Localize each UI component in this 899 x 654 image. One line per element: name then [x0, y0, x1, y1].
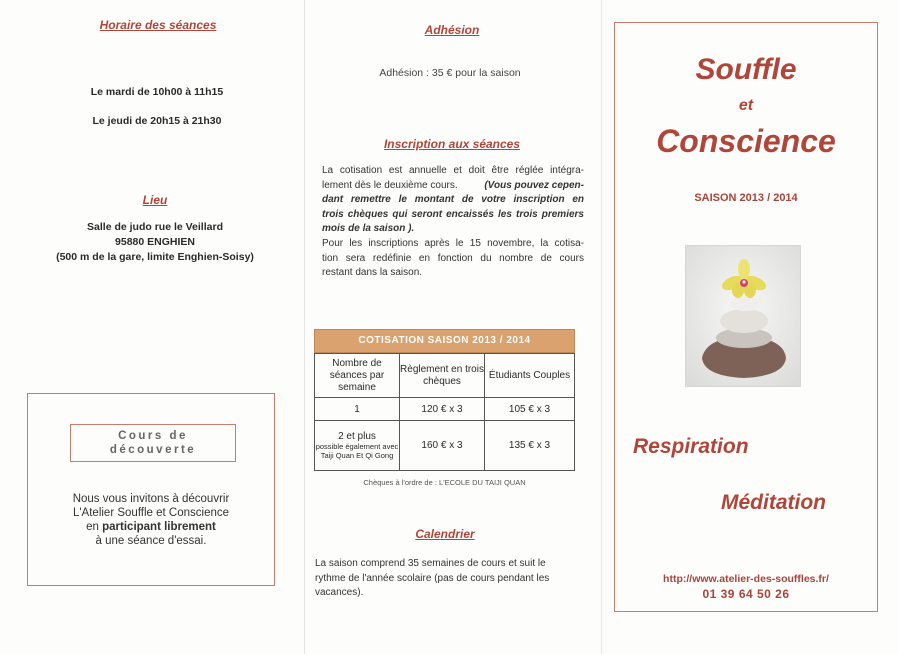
lieu-line-1: Salle de judo rue le Veillard: [87, 221, 223, 233]
inscription-bold-line-3: mois de la saison ).: [322, 223, 415, 235]
table-row1-seances: 1: [315, 398, 400, 421]
cotisation-title: COTISATION SAISON 2013 / 2014: [314, 329, 575, 353]
website-link[interactable]: http://www.atelier-des-souffles.fr/: [663, 573, 829, 585]
zen-stones-illustration: [686, 246, 800, 386]
inscription-p2-line-3: restant dans la saison.: [322, 267, 423, 279]
zen-stones-image: [685, 245, 801, 387]
title-conscience: Conscience: [656, 123, 836, 159]
phone-number: 01 39 64 50 26: [702, 587, 790, 601]
title-et: et: [738, 97, 754, 114]
respiration-label: Respiration: [633, 435, 749, 458]
table-header-seances: Nombre de séances par semaine: [315, 354, 400, 398]
cours-decouverte-title-box: [70, 424, 236, 462]
lieu-line-2: 95880 ENGHIEN: [115, 236, 195, 248]
adhesion-heading: Adhésion: [424, 23, 480, 37]
invite-line-4: à une séance d'essai.: [95, 535, 207, 547]
adhesion-text: Adhésion : 35 € pour la saison: [379, 67, 521, 79]
cover-frame: [614, 22, 878, 612]
inscription-line-2: lement dès le deuxième cours. (Vous pouvez cepen-: [322, 179, 584, 191]
inscription-p2-line-2: tion sera redéfinie en fonction du nombre de cours: [322, 252, 584, 264]
inscription-bold-line-2: trois chèques qui seront encaissés les trois premiers: [322, 208, 584, 220]
inscription-p2-line-1: Pour les inscriptions après le 15 novembre, la cotisa-: [322, 237, 584, 249]
table-header-reglement: Règlement en trois chèques: [400, 354, 485, 398]
cours-title-line-2: découverte: [109, 444, 197, 456]
inscription-bold-line-1: dant remettre le montant de votre inscription en: [322, 194, 584, 206]
cheques-note: Chèques à l'ordre de : L'ECOLE DU TAIJI QUAN: [363, 478, 526, 487]
horaire-line-1: Le mardi de 10h00 à 11h15: [90, 86, 224, 98]
invitation-text: [28, 492, 274, 548]
horaire-line-2: Le jeudi de 20h15 à 21h30: [92, 115, 222, 127]
table-row2-seances: 2 et plus possible également avec Taiji Quan Et Qi Gong: [315, 421, 400, 471]
cotisation-table: [314, 329, 575, 487]
calendrier-line-1: La saison comprend 35 semaines de cours et suit le: [315, 558, 546, 569]
inscription-line-1: La cotisation est annuelle et doit être réglée intégra-: [322, 165, 584, 176]
calendrier-line-3: vacances).: [315, 587, 364, 599]
invite-line-3: en participant librement: [86, 521, 216, 533]
title-souffle: Souffle: [695, 53, 797, 86]
inscription-text: [322, 164, 584, 281]
table-row2-reglement: 160 € x 3: [400, 421, 485, 471]
horaire-heading: Horaire des séances: [99, 18, 217, 32]
table-row1-reglement: 120 € x 3: [400, 398, 485, 421]
lieu-heading: Lieu: [142, 193, 168, 207]
inscription-heading: Inscription aux séances: [383, 137, 521, 151]
cours-decouverte-frame: [27, 393, 275, 586]
invite-line-1: Nous vous invitons à découvrir: [72, 493, 230, 505]
saison-label: SAISON 2013 / 2014: [694, 192, 798, 204]
calendrier-heading: Calendrier: [415, 527, 475, 541]
calendrier-text: [315, 557, 575, 601]
meditation-label: Méditation: [721, 491, 826, 514]
table-row2-etudiants: 135 € x 3: [485, 421, 575, 471]
lieu-line-3: (500 m de la gare, limite Enghien-Soisy): [56, 251, 254, 263]
invite-line-2: L'Atelier Souffle et Conscience: [72, 507, 230, 519]
table-row1-etudiants: 105 € x 3: [485, 398, 575, 421]
cours-title-line-1: Cours de: [118, 430, 188, 442]
table-header-etudiants: Étudiants Couples: [485, 354, 575, 398]
calendrier-line-2: rythme de l'année scolaire (pas de cours pendant les: [315, 572, 550, 584]
